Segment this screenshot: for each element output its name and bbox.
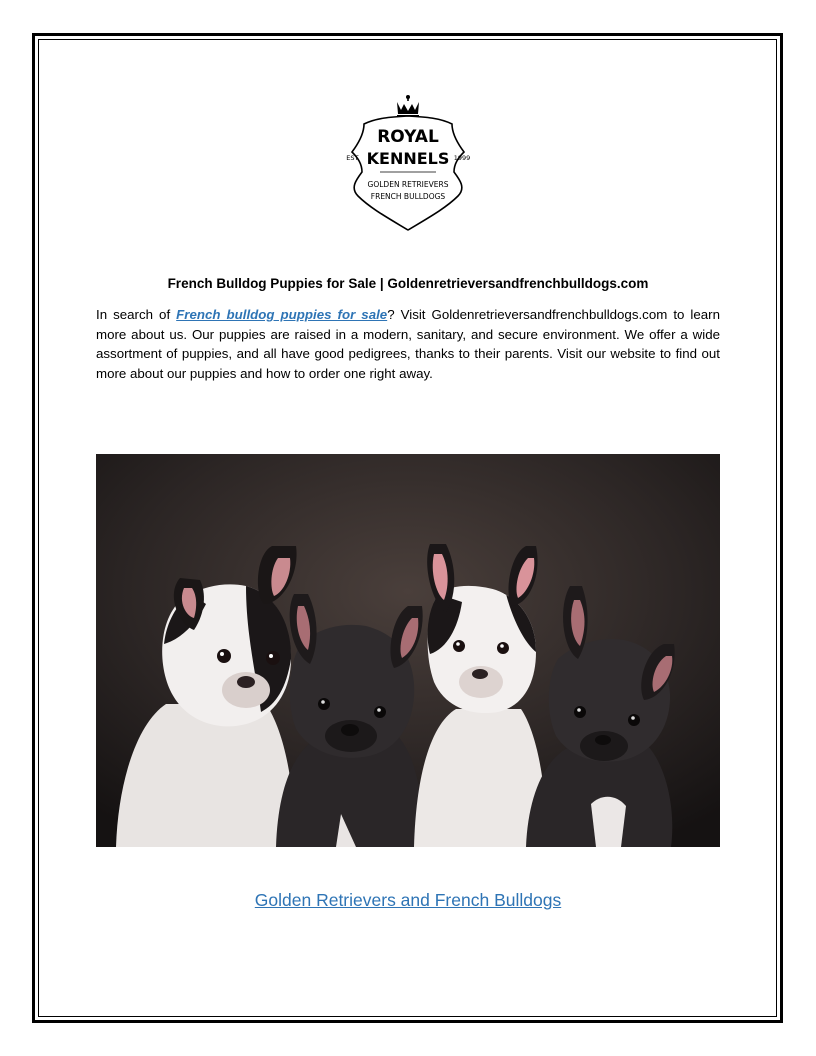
crown-icon [397, 95, 419, 118]
french-bulldog-puppies-link[interactable]: French bulldog puppies for sale [176, 307, 388, 322]
intro-paragraph [96, 305, 720, 383]
logo-line1: ROYAL [377, 127, 439, 147]
logo-line2: KENNELS [366, 149, 450, 168]
royal-kennels-logo [338, 92, 478, 234]
logo-year: 1999 [453, 154, 471, 162]
page-title: French Bulldog Puppies for Sale | Goldenretrieversandfrenchbulldogs.com [167, 276, 649, 291]
logo-sub1: GOLDEN RETRIEVERS [367, 180, 449, 189]
intro-prefix: In search of [96, 307, 177, 322]
intro-suffix: ? Visit Goldenretrieversandfrenchbulldogs.com to learn more about us. Our puppies are raised in a modern, sanitary, and secure environment. We offer a wide assortment of puppies, and all have good pedigrees, thanks to their parents. Visit our website to find out more about our puppies and how to order one right away. [96, 307, 720, 381]
golden-retrievers-french-bulldogs-link[interactable]: Golden Retrievers and French Bulldogs [254, 890, 562, 910]
puppy-dark-left [276, 594, 423, 847]
french-bulldog-puppies-photo [96, 454, 720, 847]
logo-sub2: FRENCH BULLDOGS [370, 192, 446, 201]
logo-est: EST. [346, 154, 360, 162]
